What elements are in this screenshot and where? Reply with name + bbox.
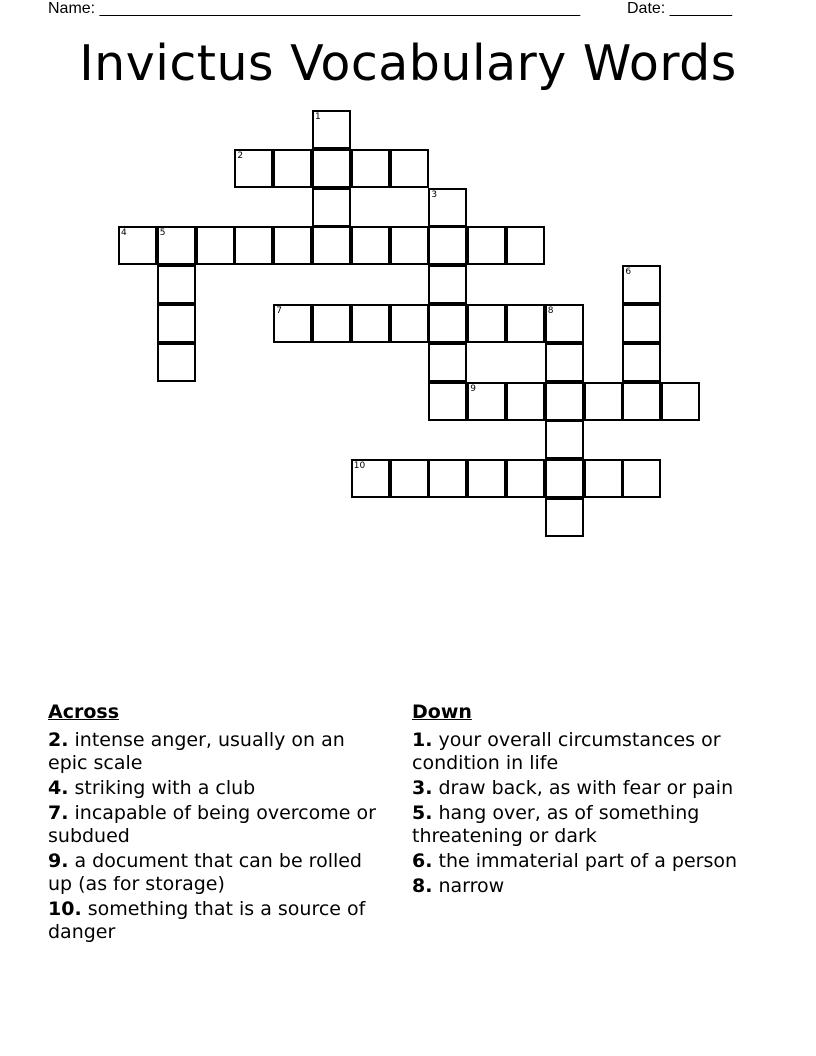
cell-number: 10 — [353, 461, 366, 472]
crossword-cell[interactable] — [157, 265, 196, 304]
crossword-cell[interactable] — [545, 304, 584, 343]
name-field-label: Name: ______________________________________________________ — [48, 0, 581, 17]
crossword-cell[interactable] — [273, 304, 312, 343]
crossword-cell[interactable] — [390, 459, 429, 498]
cell-number: 3 — [431, 189, 438, 200]
crossword-cell[interactable] — [273, 149, 312, 188]
cell-number: 4 — [121, 228, 127, 239]
crossword-cell[interactable] — [467, 304, 506, 343]
crossword-cell[interactable] — [312, 304, 351, 343]
across-clues — [48, 701, 388, 946]
cell-number: 7 — [276, 306, 282, 316]
clue-number: 4. — [48, 777, 69, 799]
page-title: Invictus Vocabulary Words — [79, 35, 737, 92]
across-heading: Across — [48, 701, 120, 723]
down-clues — [412, 701, 752, 900]
down-heading: Down — [412, 701, 472, 723]
across-clue-9 — [48, 850, 388, 896]
crossword-cell[interactable] — [545, 343, 584, 382]
down-clue-5 — [412, 802, 752, 848]
cell-number: 1 — [315, 112, 321, 122]
crossword-cell[interactable] — [428, 382, 467, 421]
crossword-cell[interactable] — [351, 226, 390, 265]
crossword-cell[interactable] — [428, 459, 467, 498]
date-field-label: Date: _______ — [627, 0, 732, 17]
clue-number: 1. — [412, 729, 433, 751]
across-clue-2 — [48, 729, 388, 775]
crossword-cell[interactable] — [390, 304, 429, 343]
crossword-cell[interactable] — [506, 459, 545, 498]
crossword-cell[interactable] — [234, 149, 273, 188]
down-clue-8 — [412, 875, 752, 898]
clue-text: striking with a club — [74, 777, 256, 799]
clue-text: incapable of being overcome or subdued — [48, 802, 376, 847]
clue-number: 10. — [48, 898, 82, 920]
crossword-cell[interactable] — [622, 459, 661, 498]
clue-text: hang over, as of something threatening or dark — [412, 802, 700, 847]
clue-number: 3. — [412, 777, 433, 799]
clue-number: 7. — [48, 802, 69, 824]
across-clue-10 — [48, 898, 388, 944]
crossword-cell[interactable] — [157, 343, 196, 382]
clue-text: the immaterial part of a person — [438, 850, 738, 872]
crossword-cell[interactable] — [428, 226, 467, 265]
crossword-cell[interactable] — [506, 304, 545, 343]
crossword-cell[interactable] — [428, 188, 467, 227]
down-clue-6 — [412, 850, 752, 873]
crossword-cell[interactable] — [584, 459, 623, 498]
clue-number: 5. — [412, 802, 433, 824]
crossword-cell[interactable] — [118, 226, 157, 265]
clue-number: 6. — [412, 850, 433, 872]
crossword-cell[interactable] — [312, 226, 351, 265]
cell-number: 8 — [547, 306, 554, 316]
crossword-cell[interactable] — [428, 265, 467, 304]
clue-text: narrow — [438, 875, 505, 897]
crossword-cell[interactable] — [428, 343, 467, 382]
cell-number: 5 — [159, 228, 166, 239]
crossword-cell[interactable] — [622, 265, 661, 304]
crossword-cell[interactable] — [351, 149, 390, 188]
crossword-cell[interactable] — [428, 304, 467, 343]
cell-number: 9 — [470, 383, 476, 394]
crossword-cell[interactable] — [622, 382, 661, 421]
clue-text: a document that can be rolled up (as for storage) — [48, 850, 362, 895]
crossword-cell[interactable] — [467, 459, 506, 498]
crossword-cell[interactable] — [312, 188, 351, 227]
clue-text: draw back, as with fear or pain — [438, 777, 734, 799]
crossword-cell[interactable] — [467, 382, 506, 421]
clue-number: 9. — [48, 850, 69, 872]
crossword-cell[interactable] — [545, 420, 584, 459]
crossword-cell[interactable] — [622, 304, 661, 343]
clue-number: 2. — [48, 729, 69, 751]
crossword-cell[interactable] — [545, 498, 584, 537]
crossword-cell[interactable] — [351, 304, 390, 343]
crossword-cell[interactable] — [545, 459, 584, 498]
down-clue-3 — [412, 777, 752, 800]
crossword-cell[interactable] — [312, 110, 351, 149]
clue-number: 8. — [412, 875, 433, 897]
cell-number: 2 — [237, 150, 244, 161]
crossword-cell[interactable] — [467, 226, 506, 265]
crossword-cell[interactable] — [273, 226, 312, 265]
down-clue-1 — [412, 729, 752, 775]
crossword-cell[interactable] — [390, 149, 429, 188]
crossword-cell[interactable] — [622, 343, 661, 382]
crossword-cell[interactable] — [506, 226, 545, 265]
across-clue-7 — [48, 802, 388, 848]
clue-text: your overall circumstances or condition in life — [412, 729, 721, 774]
crossword-cell[interactable] — [506, 382, 545, 421]
crossword-cell[interactable] — [196, 226, 235, 265]
crossword-cell[interactable] — [157, 304, 196, 343]
crossword-cell[interactable] — [584, 382, 623, 421]
across-clue-4 — [48, 777, 388, 800]
cell-number: 6 — [625, 267, 632, 278]
crossword-cell[interactable] — [312, 149, 351, 188]
crossword-cell[interactable] — [157, 226, 196, 265]
crossword-cell[interactable] — [390, 226, 429, 265]
crossword-cell[interactable] — [545, 382, 584, 421]
clue-text: intense anger, usually on an epic scale — [48, 729, 345, 774]
crossword-cell[interactable] — [234, 226, 273, 265]
crossword-cell[interactable] — [351, 459, 390, 498]
clue-text: something that is a source of danger — [48, 898, 366, 943]
crossword-cell[interactable] — [661, 382, 700, 421]
